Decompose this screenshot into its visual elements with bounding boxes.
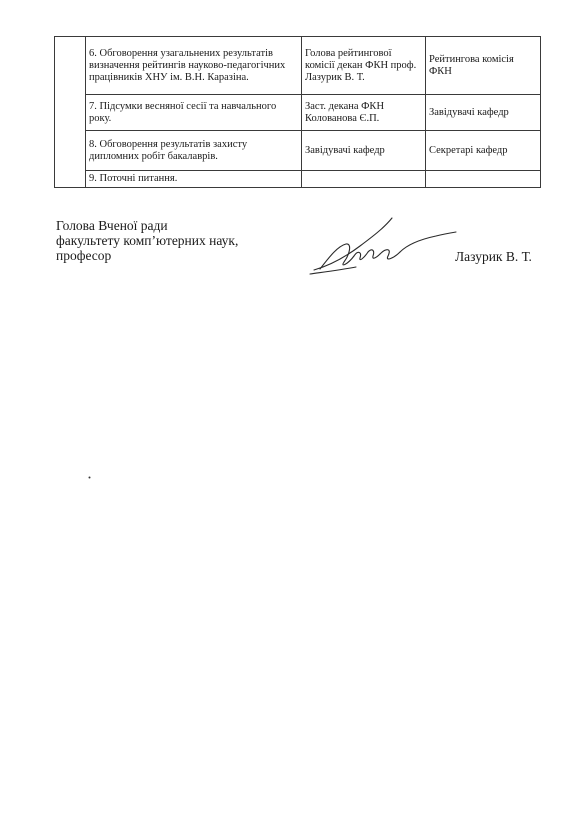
agenda-item-cell: 8. Обговорення результатів захисту дипломних робіт бакалаврів. <box>86 131 302 171</box>
signatory-position-line: Голова Вченої ради <box>56 218 168 233</box>
executors-cell: Завідувачі кафедр <box>426 95 541 131</box>
executors-cell <box>426 171 541 188</box>
number-cell <box>55 37 86 95</box>
agenda-item-cell: 9. Поточні питання. <box>86 171 302 188</box>
table-row <box>55 131 541 171</box>
scan-speck <box>88 476 91 479</box>
responsible-cell: Голова рейтингової комісії декан ФКН проф. Лазурик В. Т. <box>302 37 426 95</box>
executors-cell: Секретарі кафедр <box>426 131 541 171</box>
handwritten-signature <box>300 212 460 280</box>
agenda-item-cell: 7. Підсумки весняної сесії та навчального року. <box>86 95 302 131</box>
signatory-name: Лазурик В. Т. <box>455 249 532 264</box>
responsible-cell <box>302 171 426 188</box>
agenda-table <box>54 36 541 188</box>
table-row <box>55 95 541 131</box>
agenda-item-cell: 6. Обговорення узагальнених результатів визначення рейтингів науково-педагогічних працівників ХНУ ім. В.Н. Каразіна. <box>86 37 302 95</box>
table-row <box>55 37 541 95</box>
table-row <box>55 171 541 188</box>
signatory-position-line: професор <box>56 248 112 263</box>
responsible-cell: Завідувачі кафедр <box>302 131 426 171</box>
executors-cell: Рейтингова комісія ФКН <box>426 37 541 95</box>
signatory-position-line: факультету комп’ютерних наук, <box>56 233 239 248</box>
number-cell <box>55 171 86 188</box>
number-cell <box>55 95 86 131</box>
signatory-position <box>56 218 238 263</box>
number-cell <box>55 131 86 171</box>
responsible-cell: Заст. декана ФКН Колованова Є.П. <box>302 95 426 131</box>
